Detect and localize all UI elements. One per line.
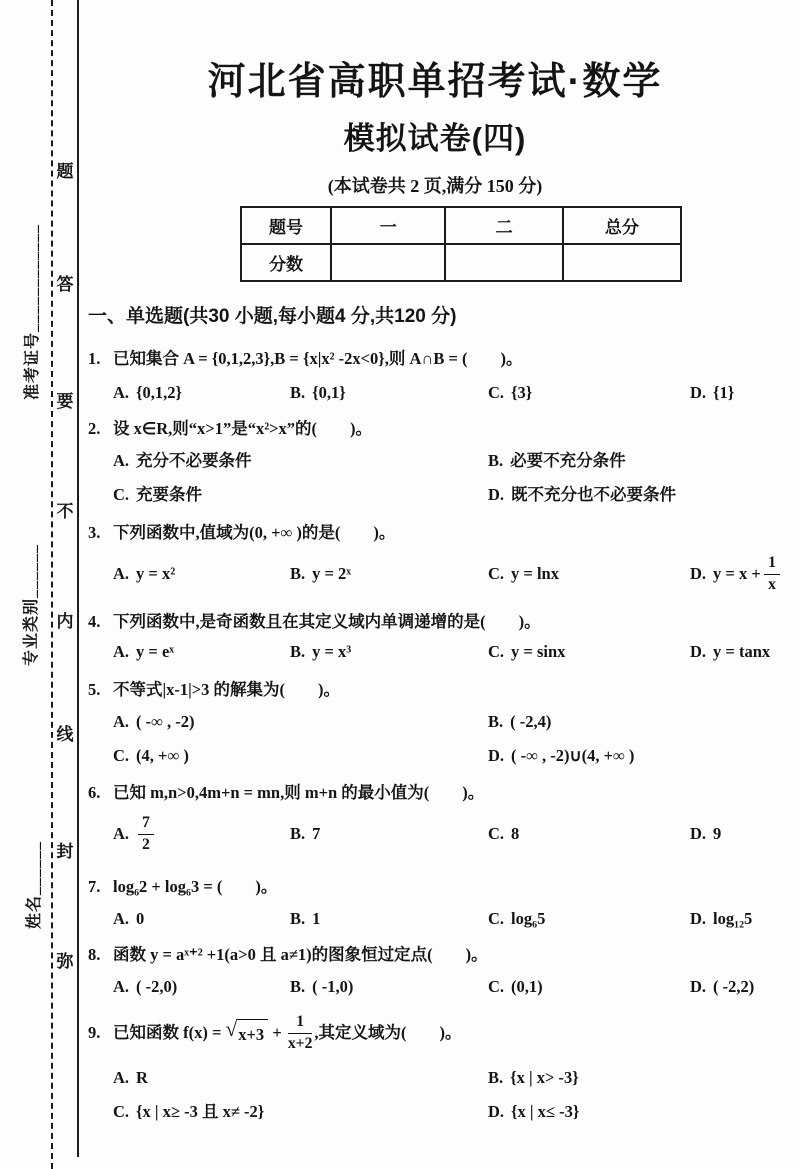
option-b: B. {0,1}: [290, 383, 346, 402]
option-a: A. y = x²: [113, 564, 176, 583]
seal-char-bu: 不: [56, 502, 74, 521]
option-a: A. ( -2,0): [113, 977, 178, 996]
option-c: C. log₆5: [488, 909, 546, 928]
option-b: B. ( -2,4): [488, 712, 552, 731]
option-c: C. {x | x≥ -3 且 x≠ -2}: [113, 1102, 265, 1121]
fraction: $\frac{7}{2}$: [138, 814, 154, 853]
name-label: 姓名______: [26, 841, 43, 930]
option-c: C. 充要条件: [113, 485, 203, 504]
question-number: 1.: [88, 349, 101, 368]
score-table-score-row: [241, 244, 681, 281]
option-b: B. y = x³: [290, 642, 352, 661]
score-table-cell-two: 二: [445, 207, 562, 244]
question-2: [88, 416, 782, 508]
option-d: D. log₁₂5: [690, 909, 753, 928]
question-6: [88, 780, 782, 858]
option-d: D. 9: [690, 824, 722, 843]
seal-char-xian: 线: [56, 725, 74, 744]
seal-char-nei: 内: [56, 612, 74, 631]
option-d: D. 既不充分也不必要条件: [488, 485, 677, 504]
fraction: $\frac{1}{x}$: [764, 554, 780, 593]
major-label: 专业类别______: [23, 544, 40, 667]
seal-char-da: 答: [56, 275, 74, 294]
question-stem: 设 x∈R,则“x>1”是“x²>x”的( )。: [113, 419, 373, 438]
option-d: D. {x | x≤ -3}: [488, 1102, 580, 1121]
question-5: [88, 677, 782, 769]
question-number: 2.: [88, 419, 101, 438]
score-table: [240, 206, 682, 282]
exam-number-label: 准考证号____________: [24, 224, 41, 401]
question-number: 8.: [88, 945, 101, 964]
question-stem: log₆2 + log₆3 = ( )。: [113, 877, 278, 896]
seal-char-yao: 要: [56, 392, 74, 411]
question-number: 4.: [88, 612, 101, 631]
option-d: D. {1}: [690, 383, 735, 402]
question-number: 5.: [88, 680, 101, 699]
option-a: A. 充分不必要条件: [113, 451, 252, 470]
question-number: 3.: [88, 523, 101, 542]
question-number: 9.: [88, 1023, 101, 1042]
seal-char-feng: 封: [56, 842, 74, 861]
seal-char-ti: 题: [56, 162, 74, 181]
option-a: A. $\frac{7}{2}$: [113, 814, 290, 853]
option-d: D. y = x + $\frac{1}{x}$: [690, 554, 782, 593]
score-table-empty-cell: [563, 244, 681, 281]
question-stem: 下列函数中,值域为(0, +∞ )的是( )。: [113, 523, 396, 542]
question-stem: 已知集合 A = {0,1,2,3},B = {x|x² -2x<0},则 A∩B = ( )。: [113, 349, 523, 368]
score-table-empty-cell: [331, 244, 445, 281]
fraction: $\frac{1}{x+2}$: [287, 1013, 313, 1052]
option-c: C. 8: [488, 824, 520, 843]
score-table-cell-one: 一: [331, 207, 445, 244]
option-c: C. (4, +∞ ): [113, 746, 189, 765]
option-d: D. ( -∞ , -2)∪(4, +∞ ): [488, 746, 635, 765]
question-number: 6.: [88, 783, 101, 802]
option-b: B. {x | x> -3}: [488, 1068, 579, 1087]
question-9: [88, 1009, 782, 1125]
option-c: C. {3}: [488, 383, 533, 402]
question-stem: 下列函数中,是奇函数且在其定义域内单调递增的是( )。: [113, 612, 541, 631]
score-table-cell-fenshu: 分数: [241, 244, 331, 281]
option-d: D. ( -2,2): [690, 977, 755, 996]
option-d: D. y = tanx: [690, 642, 771, 661]
question-stem-suffix: ,其定义域为( )。: [314, 1023, 462, 1042]
question-4: [88, 609, 782, 665]
option-b: B. 1: [290, 909, 321, 928]
option-b: B. ( -1,0): [290, 977, 354, 996]
paper-note: (本试卷共 2 页,满分 150 分): [327, 176, 543, 196]
option-b: B. y = 2ˣ: [290, 564, 352, 583]
option-a: A. ( -∞ , -2): [113, 712, 195, 731]
question-1: [88, 346, 782, 406]
question-stem: 不等式|x-1|>3 的解集为( )。: [113, 680, 341, 699]
question-stem: 函数 y = aˣ⁺² +1(a>0 且 a≠1)的图象恒过定点( )。: [113, 945, 488, 964]
option-a: A. R: [113, 1068, 148, 1087]
option-b: B. 7: [290, 824, 321, 843]
question-stem-mid: +: [268, 1023, 286, 1042]
section-heading: 一、单选题(共30 小题,每小题4 分,共120 分): [88, 306, 457, 327]
paper-content: [88, 0, 782, 1169]
page-title: 河北省高职单招考试·数学: [207, 61, 663, 103]
radical-icon: √: [225, 1016, 238, 1041]
seal-char-mi: 弥: [56, 952, 74, 971]
question-stem: 已知 m,n>0,4m+n = mn,则 m+n 的最小值为( )。: [113, 783, 485, 802]
square-root: √ x+3: [226, 1019, 269, 1048]
question-8: [88, 942, 782, 1000]
score-table-cell-total: 总分: [563, 207, 681, 244]
option-a: A. y = eˣ: [113, 642, 174, 661]
question-stem-prefix: 已知函数 f(x) =: [113, 1023, 226, 1042]
option-c: C. (0,1): [488, 977, 543, 996]
score-table-empty-cell: [445, 244, 562, 281]
page-subtitle: 模拟试卷(四): [343, 121, 527, 156]
score-table-header-row: [241, 207, 681, 244]
option-c: C. y = sinx: [488, 642, 566, 661]
question-number: 7.: [88, 877, 101, 896]
option-b: B. 必要不充分条件: [488, 451, 626, 470]
question-7: [88, 874, 782, 932]
score-table-cell-tihao: 题号: [241, 207, 331, 244]
option-a: A. {0,1,2}: [113, 383, 183, 402]
option-a: A. 0: [113, 909, 145, 928]
question-3: [88, 520, 782, 598]
option-c: C. y = lnx: [488, 564, 559, 583]
